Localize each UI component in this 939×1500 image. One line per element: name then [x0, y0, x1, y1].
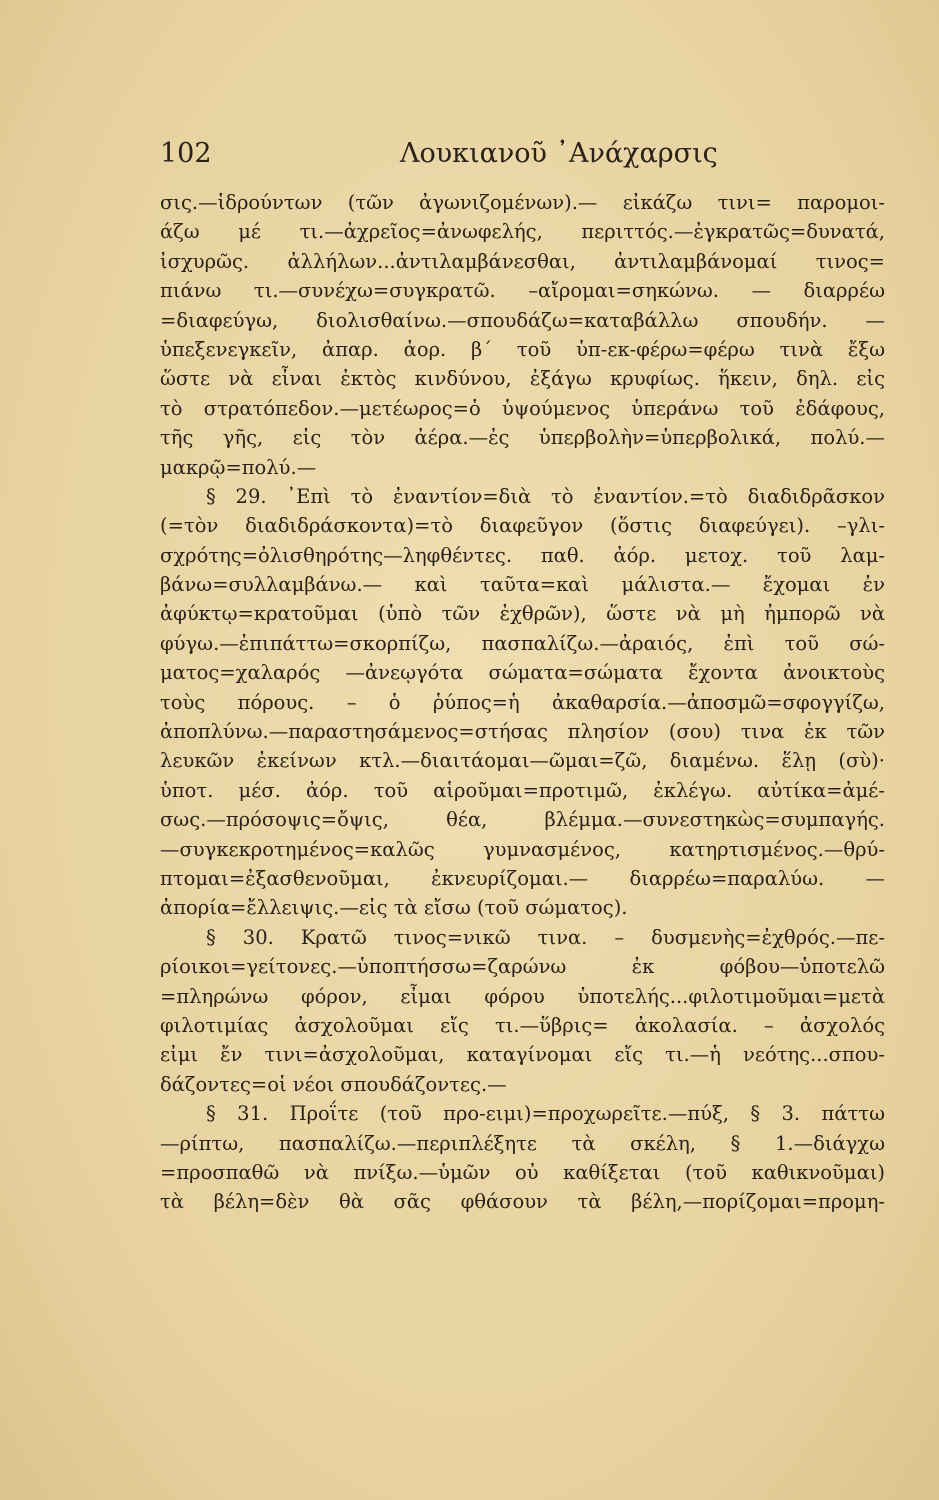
text-line: =προσπαθῶ νὰ πνίξω.—ὑμῶν οὐ καθίξεται (τοῦ καθικνοῦμαι)	[160, 1160, 885, 1184]
text-line: πιάνω τι.—συνέχω=συγκρατῶ. –αἴρομαι=σηκώνω. — διαρρέω	[160, 279, 885, 303]
text-line: φιλοτιμίας ἀσχολοῦμαι εἴς τι.—ὕβρις= ἀκολασία. – ἀσχολός	[160, 1013, 885, 1037]
text-line: δάζοντες=οἱ νέοι σπουδάζοντες.—	[160, 1072, 507, 1096]
text-line: άζω μέ τι.—ἀχρεῖος=ἀνωφελής, περιττός.—ἐγκρατῶς=δυνατά,	[160, 220, 885, 244]
text-line: ἰσχυρῶς. ἀλλήλων...ἀντιλαμβάνεσθαι, ἀντιλαμβάνομαί τινος=	[160, 249, 885, 273]
text-line: ὑπεξενεγκεῖν, ἀπαρ. ἀορ. β΄ τοῦ ὑπ-εκ-φέρω=φέρω τινὰ ἔξω	[160, 337, 885, 361]
running-title: Λουκιανοῦ ᾿Ανάχαρσις	[400, 138, 718, 169]
text-line: λευκῶν ἐκείνων κτλ.—διαιτάομαι—ῶμαι=ζῶ, διαμένω. ἕλῃ (σὺ)·	[160, 749, 885, 773]
text-line: § 30. Κρατῶ τινος=νικῶ τινα. – δυσμενὴς=ἐχθρός.—πε-	[206, 925, 885, 949]
text-line: ὥστε νὰ εἶναι ἐκτὸς κινδύνου, ἐξάγω κρυφίως. ἥκειν, δηλ. εἰς	[160, 367, 885, 391]
text-line: τὸ στρατόπεδον.—μετέωρος=ὁ ὑψούμενος ὑπεράνω τοῦ ἐδάφους,	[160, 396, 885, 420]
text-line: σχρότης=ὀλισθηρότης—ληφθέντες. παθ. ἀόρ. μετοχ. τοῦ λαμ-	[160, 543, 885, 567]
text-line: ἀφύκτῳ=κρατοῦμαι (ὑπὸ τῶν ἐχθρῶν), ὥστε νὰ μὴ ἠμπορῶ νὰ	[160, 602, 885, 626]
text-line: τὰ βέλη=δὲν θὰ σᾶς φθάσουν τὰ βέλη,—πορίζομαι=προμη-	[160, 1190, 885, 1214]
text-line: ἀπορία=ἔλλειψις.—εἰς τὰ εἴσω (τοῦ σώματος).	[160, 896, 628, 920]
text-line: εἰμι ἔν τινι=ἀσχολοῦμαι, καταγίνομαι εἴς τι.—ἡ νεότης...σπου-	[160, 1043, 885, 1067]
text-line: § 29. ᾿Επὶ τὸ ἐναντίον=διὰ τὸ ἐναντίον.=τὸ διαδιδρᾶσκον	[206, 484, 885, 508]
text-line: μακρῷ=πολύ.—	[160, 455, 317, 479]
text-line: § 31. Προΐτε (τοῦ προ-ειμι)=προχωρεῖτε.—πύξ, § 3. πάττω	[206, 1102, 885, 1126]
text-line: σις.—ἱδρούντων (τῶν ἀγωνιζομένων).— εἰκάζω τινι= παρομοι-	[160, 191, 885, 214]
page-number: 102	[160, 138, 212, 169]
text-line: τοὺς πόρους. – ὁ ῥύπος=ἡ ἀκαθαρσία.—ἀποσμῶ=σφογγίζω,	[160, 690, 885, 714]
text-line: ματος=χαλαρός —ἀνεῳγότα σώματα=σώματα ἔχοντα ἀνοικτοὺς	[160, 661, 885, 685]
text-line: πτομαι=ἐξασθενοῦμαι, ἐκνευρίζομαι.— διαρρέω=παραλύω. —	[160, 866, 885, 890]
commentary-text	[160, 188, 885, 1217]
text-line: =πληρώνω φόρον, εἶμαι φόρου ὑποτελής...φιλοτιμοῦμαι=μετὰ	[160, 984, 885, 1008]
text-line: φύγω.—ἐπιπάττω=σκορπίζω, πασπαλίζω.—ἀραιός, ἐπὶ τοῦ σώ-	[160, 631, 885, 655]
text-line: ἀποπλύνω.—παραστησάμενος=στήσας πλησίον (σου) τινα ἐκ τῶν	[160, 720, 885, 744]
text-line: τῆς γῆς, εἰς τὸν ἀέρα.—ἐς ὑπερβολὴν=ὑπερβολικά, πολύ.—	[160, 426, 885, 450]
text-line: ὑποτ. μέσ. ἀόρ. τοῦ αἱροῦμαι=προτιμῶ, ἐκλέγω. αὐτίκα=ἀμέ-	[160, 778, 885, 802]
text-line: (=τὸν διαδιδράσκοντα)=τὸ διαφεῦγον (ὅστις διαφεύγει). –γλι-	[160, 514, 885, 538]
text-line: βάνω=συλλαμβάνω.— καὶ ταῦτα=καὶ μάλιστα.— ἔχομαι ἐν	[160, 573, 885, 597]
text-line: =διαφεύγω, διολισθαίνω.—σπουδάζω=καταβάλλω σπουδήν. —	[160, 308, 885, 332]
text-line: —συγκεκροτημένος=καλῶς γυμνασμένος, κατηρτισμένος.—θρύ-	[160, 837, 885, 861]
text-line: σως.—πρόσοψις=ὄψις, θέα, βλέμμα.—συνεστηκὼς=συμπαγής.	[160, 808, 885, 832]
page-header	[160, 138, 879, 182]
text-line: —ρίπτω, πασπαλίζω.—περιπλέξητε τὰ σκέλη, § 1.—διάγχω	[160, 1131, 885, 1155]
text-line: ρίοικοι=γείτονες.—ὑποπτήσσω=ζαρώνω ἐκ φόβου—ὑποτελῶ	[160, 955, 885, 979]
